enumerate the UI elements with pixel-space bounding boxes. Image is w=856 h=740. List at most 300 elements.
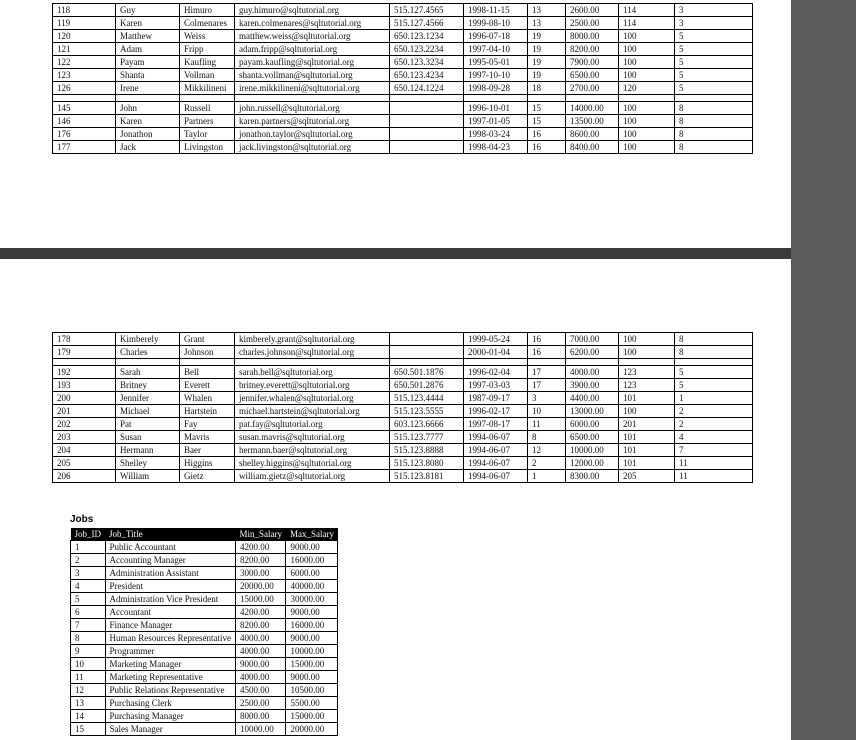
table-cell: 1997-01-05 xyxy=(464,115,528,128)
table-cell: 8 xyxy=(675,128,753,141)
table-cell: 8300.00 xyxy=(566,470,619,483)
table-cell: 11 xyxy=(71,671,106,684)
table-cell: 4500.00 xyxy=(235,684,286,697)
table-cell: 2 xyxy=(71,554,106,567)
table-cell xyxy=(619,95,675,102)
table-cell: Britney xyxy=(116,379,180,392)
table-row xyxy=(53,379,753,392)
table-cell: 13000.00 xyxy=(566,405,619,418)
table-cell: Sales Manager xyxy=(105,723,235,736)
table-cell: 1997-03-03 xyxy=(464,379,528,392)
table-row xyxy=(71,541,338,554)
table-cell: Fripp xyxy=(180,43,235,56)
table-cell: Marketing Manager xyxy=(105,658,235,671)
table-cell: 3 xyxy=(71,567,106,580)
table-cell: 1999-08-10 xyxy=(464,17,528,30)
table-cell xyxy=(180,95,235,102)
table-cell: 8200.00 xyxy=(235,554,286,567)
table-cell: Human Resources Representative xyxy=(105,632,235,645)
table-cell: 4000.00 xyxy=(566,366,619,379)
table-cell: guy.himuro@sqltutorial.org xyxy=(235,4,390,17)
table-row xyxy=(71,697,338,710)
table-cell: 515.123.4444 xyxy=(390,392,464,405)
table-cell: Vollman xyxy=(180,69,235,82)
table-cell: 2700.00 xyxy=(566,82,619,95)
table-cell: 100 xyxy=(619,115,675,128)
table-cell xyxy=(390,128,464,141)
table-cell: 204 xyxy=(53,444,116,457)
table-cell: 101 xyxy=(619,431,675,444)
table-cell: 146 xyxy=(53,115,116,128)
table-cell: 4400.00 xyxy=(566,392,619,405)
table-cell: 8 xyxy=(675,141,753,154)
table-cell: 1 xyxy=(71,541,106,554)
table-cell: 114 xyxy=(619,17,675,30)
table-cell: 2000-01-04 xyxy=(464,346,528,359)
table-cell: 2500.00 xyxy=(566,17,619,30)
table-cell: 1995-05-01 xyxy=(464,56,528,69)
table-cell: 15 xyxy=(528,115,566,128)
table-row xyxy=(71,658,338,671)
table-row xyxy=(53,82,753,95)
table-cell: 1994-06-07 xyxy=(464,457,528,470)
table-cell: 8 xyxy=(675,333,753,346)
table-cell: 118 xyxy=(53,4,116,17)
table-cell: Fay xyxy=(180,418,235,431)
table-row xyxy=(53,43,753,56)
table-cell: 6500.00 xyxy=(566,431,619,444)
table-cell xyxy=(390,115,464,128)
table-cell: 1 xyxy=(675,392,753,405)
table-cell: 9000.00 xyxy=(286,632,338,645)
table-cell: 100 xyxy=(619,69,675,82)
table-cell: kimberely.grant@sqltutorial.org xyxy=(235,333,390,346)
table-cell: 13 xyxy=(71,697,106,710)
table-cell: Marketing Representative xyxy=(105,671,235,684)
table-cell: 100 xyxy=(619,43,675,56)
table-cell xyxy=(235,95,390,102)
table-cell: 7 xyxy=(71,619,106,632)
table-separator-row xyxy=(53,359,753,366)
table-row xyxy=(71,632,338,645)
table-cell: 114 xyxy=(619,4,675,17)
employees-table xyxy=(52,332,753,483)
table-cell: 650.123.3234 xyxy=(390,56,464,69)
table-cell: 100 xyxy=(619,128,675,141)
table-cell: 3900.00 xyxy=(566,379,619,392)
table-cell: adam.fripp@sqltutorial.org xyxy=(235,43,390,56)
table-cell: Taylor xyxy=(180,128,235,141)
table-cell: Shelley xyxy=(116,457,180,470)
table-cell: 6000.00 xyxy=(566,418,619,431)
table-row xyxy=(71,580,338,593)
table-cell xyxy=(390,141,464,154)
jobs-heading: Jobs xyxy=(70,514,94,525)
table-cell: 515.123.8181 xyxy=(390,470,464,483)
table-cell: Gietz xyxy=(180,470,235,483)
table-cell: charles.johnson@sqltutorial.org xyxy=(235,346,390,359)
table-cell: 5500.00 xyxy=(286,697,338,710)
table-cell: 193 xyxy=(53,379,116,392)
table-cell: 9000.00 xyxy=(286,541,338,554)
table-cell: 8000.00 xyxy=(566,30,619,43)
table-cell: 6000.00 xyxy=(286,567,338,580)
table-cell: 40000.00 xyxy=(286,580,338,593)
table-cell: 119 xyxy=(53,17,116,30)
table-cell xyxy=(116,95,180,102)
table-cell: 1998-03-24 xyxy=(464,128,528,141)
table-cell: 100 xyxy=(619,405,675,418)
column-header: Min_Salary xyxy=(235,528,286,541)
table-cell: 4000.00 xyxy=(235,632,286,645)
table-cell: Matthew xyxy=(116,30,180,43)
table-cell: Payam xyxy=(116,56,180,69)
employees-table-continued xyxy=(52,3,753,154)
table-cell: 3 xyxy=(528,392,566,405)
table-cell: Jack xyxy=(116,141,180,154)
table-cell xyxy=(390,346,464,359)
table-cell: 30000.00 xyxy=(286,593,338,606)
table-cell: 13 xyxy=(528,17,566,30)
table-cell: 6 xyxy=(71,606,106,619)
table-cell xyxy=(116,359,180,366)
table-cell: 7 xyxy=(675,444,753,457)
page-gap xyxy=(0,248,791,259)
table-cell: jennifer.whalen@sqltutorial.org xyxy=(235,392,390,405)
table-cell: 4 xyxy=(71,580,106,593)
table-cell: 3 xyxy=(675,17,753,30)
table-cell: sarah.bell@sqltutorial.org xyxy=(235,366,390,379)
table-cell: 650.123.1234 xyxy=(390,30,464,43)
table-cell: 123 xyxy=(619,366,675,379)
table-cell: Susan xyxy=(116,431,180,444)
table-cell: Bell xyxy=(180,366,235,379)
table-cell: 7000.00 xyxy=(566,333,619,346)
column-header: Job_ID xyxy=(71,528,106,541)
table-cell: Weiss xyxy=(180,30,235,43)
table-cell: 203 xyxy=(53,431,116,444)
table-cell: 101 xyxy=(619,392,675,405)
table-cell: payam.kaufling@sqltutorial.org xyxy=(235,56,390,69)
table-cell: Livingston xyxy=(180,141,235,154)
table-cell: Administration Vice President xyxy=(105,593,235,606)
table-cell: Hermann xyxy=(116,444,180,457)
table-row xyxy=(53,128,753,141)
table-cell: 101 xyxy=(619,444,675,457)
table-cell xyxy=(675,95,753,102)
table-row xyxy=(71,554,338,567)
table-cell xyxy=(619,359,675,366)
table-row xyxy=(71,645,338,658)
table-cell: 3 xyxy=(675,4,753,17)
table-cell: shanta.vollman@sqltutorial.org xyxy=(235,69,390,82)
table-cell: 1997-08-17 xyxy=(464,418,528,431)
table-cell: Mikkilineni xyxy=(180,82,235,95)
table-cell: 16000.00 xyxy=(286,554,338,567)
table-cell: Michael xyxy=(116,405,180,418)
table-cell: Higgins xyxy=(180,457,235,470)
table-cell: 17 xyxy=(528,379,566,392)
table-cell: 100 xyxy=(619,141,675,154)
table-cell: 120 xyxy=(619,82,675,95)
table-cell: Kimberely xyxy=(116,333,180,346)
table-cell: 9000.00 xyxy=(286,606,338,619)
table-cell: 10500.00 xyxy=(286,684,338,697)
table-cell: Everett xyxy=(180,379,235,392)
table-cell: Jonathon xyxy=(116,128,180,141)
table-cell: 12 xyxy=(71,684,106,697)
table-cell: Johnson xyxy=(180,346,235,359)
table-cell: 515.127.4566 xyxy=(390,17,464,30)
table-cell: 2500.00 xyxy=(235,697,286,710)
table-cell: 10 xyxy=(71,658,106,671)
table-cell: 192 xyxy=(53,366,116,379)
table-cell: Accounting Manager xyxy=(105,554,235,567)
table-cell: William xyxy=(116,470,180,483)
table-cell: Adam xyxy=(116,43,180,56)
table-cell: 5 xyxy=(675,30,753,43)
table-cell: 200 xyxy=(53,392,116,405)
table-cell: 650.501.1876 xyxy=(390,366,464,379)
table-cell: 10 xyxy=(528,405,566,418)
table-cell: 4000.00 xyxy=(235,645,286,658)
table-cell: 1998-04-23 xyxy=(464,141,528,154)
table-cell: 6200.00 xyxy=(566,346,619,359)
table-cell: 8600.00 xyxy=(566,128,619,141)
table-cell: Mavris xyxy=(180,431,235,444)
table-cell: Whalen xyxy=(180,392,235,405)
table-row xyxy=(71,723,338,736)
table-row xyxy=(53,366,753,379)
table-cell: 15000.00 xyxy=(286,710,338,723)
table-cell: 2 xyxy=(675,405,753,418)
table-row xyxy=(53,69,753,82)
table-cell: 8400.00 xyxy=(566,141,619,154)
table-cell: william.gietz@sqltutorial.org xyxy=(235,470,390,483)
table-cell: 1997-04-10 xyxy=(464,43,528,56)
table-cell: 16000.00 xyxy=(286,619,338,632)
table-cell: 100 xyxy=(619,333,675,346)
column-header: Job_Title xyxy=(105,528,235,541)
table-cell: 16 xyxy=(528,333,566,346)
table-cell: 11 xyxy=(528,418,566,431)
table-cell: 1996-02-17 xyxy=(464,405,528,418)
table-cell: Jennifer xyxy=(116,392,180,405)
table-row xyxy=(53,405,753,418)
table-cell: 5 xyxy=(71,593,106,606)
table-cell: matthew.weiss@sqltutorial.org xyxy=(235,30,390,43)
table-cell: Baer xyxy=(180,444,235,457)
table-cell xyxy=(235,359,390,366)
table-cell: 17 xyxy=(528,366,566,379)
table-row xyxy=(71,710,338,723)
table-cell: 100 xyxy=(619,102,675,115)
table-cell: 20000.00 xyxy=(235,580,286,593)
table-cell: 205 xyxy=(53,457,116,470)
table-cell: jonathon.taylor@sqltutorial.org xyxy=(235,128,390,141)
table-cell xyxy=(528,359,566,366)
table-cell: 177 xyxy=(53,141,116,154)
table-cell xyxy=(53,95,116,102)
table-cell xyxy=(675,359,753,366)
table-row xyxy=(71,684,338,697)
table-cell: 12000.00 xyxy=(566,457,619,470)
table-cell: 2600.00 xyxy=(566,4,619,17)
table-cell: Irene xyxy=(116,82,180,95)
table-cell: 650.123.4234 xyxy=(390,69,464,82)
table-cell: 19 xyxy=(528,69,566,82)
table-cell: 1994-06-07 xyxy=(464,470,528,483)
table-cell: 20000.00 xyxy=(286,723,338,736)
table-cell: 10000.00 xyxy=(566,444,619,457)
table-cell: 205 xyxy=(619,470,675,483)
table-cell xyxy=(180,359,235,366)
table-cell: 176 xyxy=(53,128,116,141)
table-cell: 100 xyxy=(619,346,675,359)
table-cell: 1998-11-15 xyxy=(464,4,528,17)
table-cell xyxy=(390,95,464,102)
table-cell: Purchasing Clerk xyxy=(105,697,235,710)
table-cell: 5 xyxy=(675,379,753,392)
table-cell: 5 xyxy=(675,69,753,82)
table-cell: Public Accountant xyxy=(105,541,235,554)
table-row xyxy=(53,30,753,43)
table-cell: 1996-10-01 xyxy=(464,102,528,115)
table-cell xyxy=(390,333,464,346)
table-cell: 2 xyxy=(675,418,753,431)
table-cell: hermann.baer@sqltutorial.org xyxy=(235,444,390,457)
table-cell: 603.123.6666 xyxy=(390,418,464,431)
table-cell: 2 xyxy=(528,457,566,470)
table-cell: 8 xyxy=(528,431,566,444)
table-cell: 15 xyxy=(71,723,106,736)
table-cell: 13 xyxy=(528,4,566,17)
table-cell: 11 xyxy=(675,470,753,483)
table-cell: 8200.00 xyxy=(235,619,286,632)
table-cell: 7900.00 xyxy=(566,56,619,69)
table-cell: 15000.00 xyxy=(235,593,286,606)
table-cell xyxy=(390,359,464,366)
table-cell: 11 xyxy=(675,457,753,470)
table-cell: 515.123.5555 xyxy=(390,405,464,418)
table-cell: britney.everett@sqltutorial.org xyxy=(235,379,390,392)
table-cell: 15000.00 xyxy=(286,658,338,671)
table-cell: Grant xyxy=(180,333,235,346)
table-row xyxy=(53,418,753,431)
table-cell: 12 xyxy=(528,444,566,457)
table-cell: 206 xyxy=(53,470,116,483)
table-cell xyxy=(53,359,116,366)
table-cell: 4200.00 xyxy=(235,606,286,619)
table-row xyxy=(53,56,753,69)
table-cell: 4200.00 xyxy=(235,541,286,554)
table-cell: 178 xyxy=(53,333,116,346)
table-cell: 1987-09-17 xyxy=(464,392,528,405)
table-cell: Partners xyxy=(180,115,235,128)
table-cell: susan.mavris@sqltutorial.org xyxy=(235,431,390,444)
table-row xyxy=(53,333,753,346)
table-cell: 1994-06-07 xyxy=(464,431,528,444)
table-cell: Karen xyxy=(116,115,180,128)
table-cell: 122 xyxy=(53,56,116,69)
table-cell: 13500.00 xyxy=(566,115,619,128)
table-cell: Purchasing Manager xyxy=(105,710,235,723)
table-cell: 650.123.2234 xyxy=(390,43,464,56)
table-cell xyxy=(566,359,619,366)
table-cell: President xyxy=(105,580,235,593)
table-cell: 123 xyxy=(619,379,675,392)
table-cell: Pat xyxy=(116,418,180,431)
table-cell: Charles xyxy=(116,346,180,359)
table-cell: shelley.higgins@sqltutorial.org xyxy=(235,457,390,470)
table-row xyxy=(71,593,338,606)
table-cell: 6500.00 xyxy=(566,69,619,82)
table-row xyxy=(71,619,338,632)
table-cell: 8 xyxy=(71,632,106,645)
column-header: Max_Salary xyxy=(286,528,338,541)
table-cell xyxy=(464,359,528,366)
table-row xyxy=(53,346,753,359)
table-cell: 10000.00 xyxy=(235,723,286,736)
table-cell: 19 xyxy=(528,56,566,69)
table-cell: John xyxy=(116,102,180,115)
table-row xyxy=(53,392,753,405)
table-cell: 14 xyxy=(71,710,106,723)
table-cell: john.russell@sqltutorial.org xyxy=(235,102,390,115)
table-cell: Himuro xyxy=(180,4,235,17)
table-cell: jack.livingston@sqltutorial.org xyxy=(235,141,390,154)
table-cell: 100 xyxy=(619,56,675,69)
table-cell: 19 xyxy=(528,30,566,43)
table-cell: 1994-06-07 xyxy=(464,444,528,457)
table-cell: 16 xyxy=(528,128,566,141)
table-cell: 179 xyxy=(53,346,116,359)
table-cell: michael.hartstein@sqltutorial.org xyxy=(235,405,390,418)
table-cell: karen.colmenares@sqltutorial.org xyxy=(235,17,390,30)
table-cell: Kaufling xyxy=(180,56,235,69)
table-cell: 145 xyxy=(53,102,116,115)
table-cell: 3000.00 xyxy=(235,567,286,580)
table-row xyxy=(53,431,753,444)
table-row xyxy=(53,141,753,154)
table-cell: 515.127.4565 xyxy=(390,4,464,17)
table-cell: 15 xyxy=(528,102,566,115)
table-cell: Hartstein xyxy=(180,405,235,418)
table-cell: pat.fay@sqltutorial.org xyxy=(235,418,390,431)
table-cell: 19 xyxy=(528,43,566,56)
table-cell: Shanta xyxy=(116,69,180,82)
table-row xyxy=(53,17,753,30)
table-cell: Programmer xyxy=(105,645,235,658)
table-cell: 5 xyxy=(675,56,753,69)
table-cell: 10000.00 xyxy=(286,645,338,658)
table-cell: Accountant xyxy=(105,606,235,619)
table-cell: 16 xyxy=(528,141,566,154)
table-cell: 16 xyxy=(528,346,566,359)
table-cell: 515.123.8080 xyxy=(390,457,464,470)
table-cell: 9000.00 xyxy=(235,658,286,671)
table-row xyxy=(71,606,338,619)
table-row xyxy=(71,567,338,580)
table-cell xyxy=(528,95,566,102)
table-cell: 121 xyxy=(53,43,116,56)
table-cell: 120 xyxy=(53,30,116,43)
table-cell: 515.123.8888 xyxy=(390,444,464,457)
table-cell: Administration Assistant xyxy=(105,567,235,580)
table-cell xyxy=(464,95,528,102)
table-cell: 101 xyxy=(619,457,675,470)
table-cell: 14000.00 xyxy=(566,102,619,115)
